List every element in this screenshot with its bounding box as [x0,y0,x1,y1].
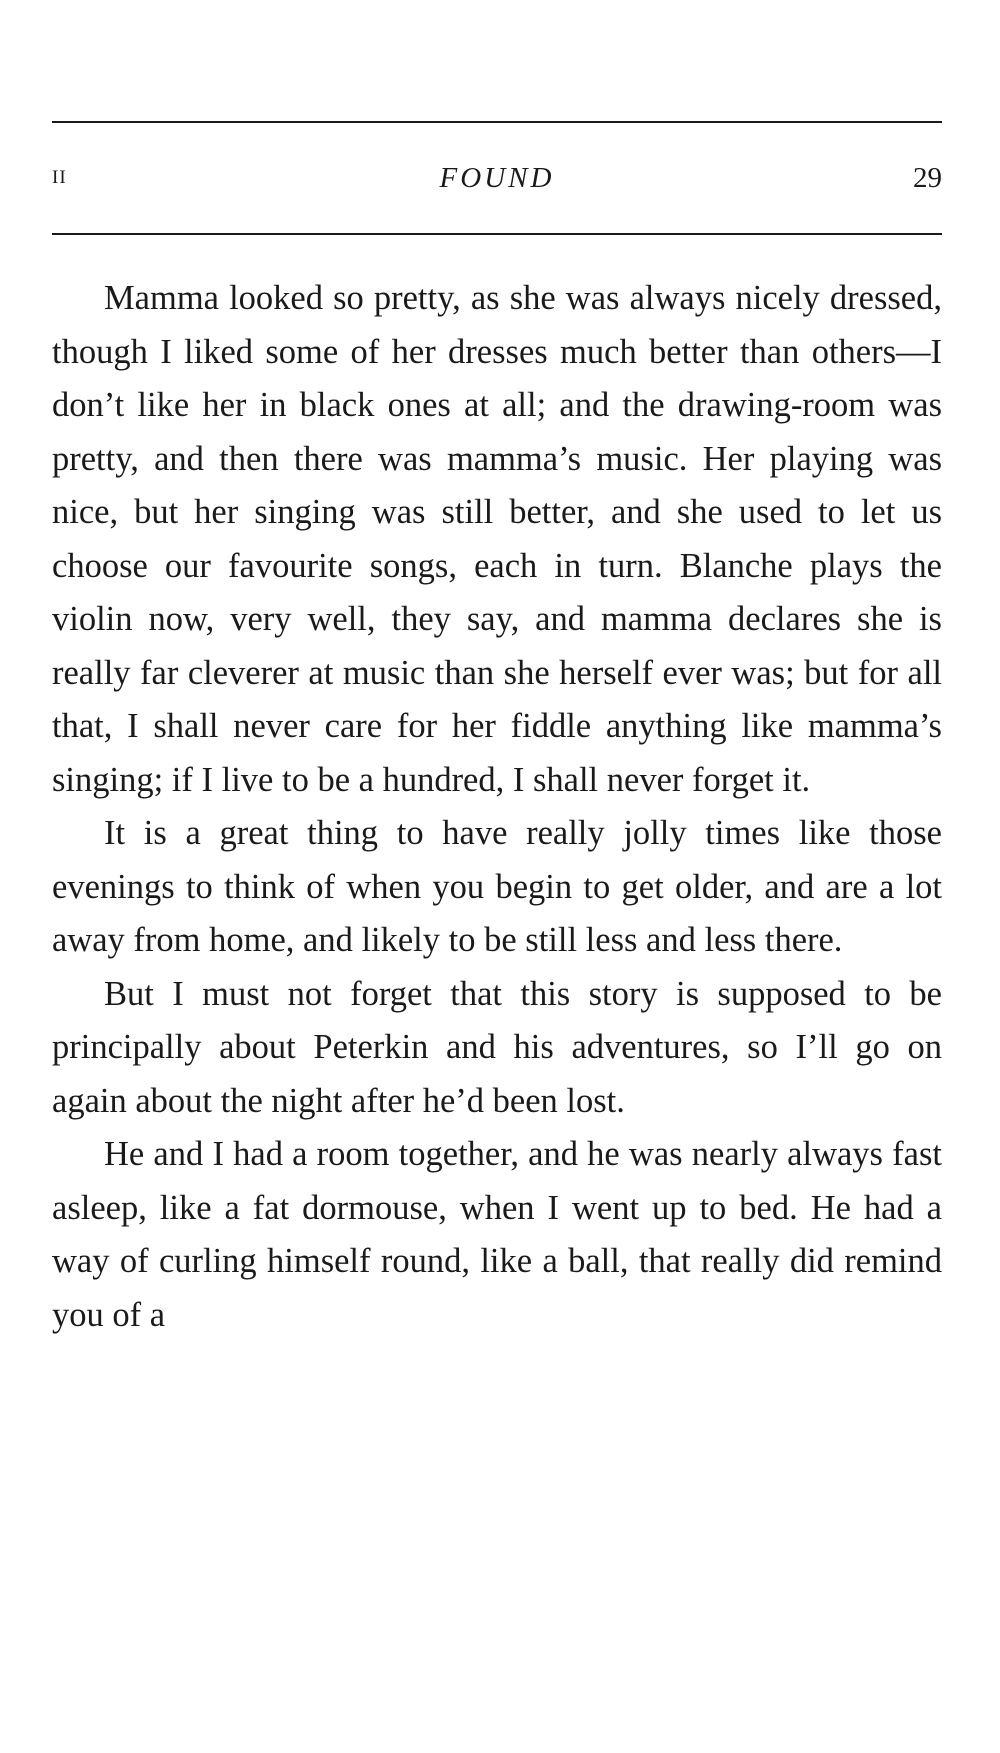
paragraph-4: He and I had a room together, and he was nearly always fast asleep, like a fat dormouse, when I went up to bed. He had a way of curling himself round, like a ball, that really did remind you of a [52,1135,942,1334]
chapter-number: II [52,167,67,188]
header-top-rule [52,121,942,123]
page-number: 29 [913,162,942,194]
paragraph-2: It is a great thing to have really jolly times like those evenings to think of when you begin to get older, and are a lot away from home, and likely to be still less and less there. [52,814,942,959]
header-bottom-rule [52,233,942,235]
paragraph-1: Mamma looked so pretty, as she was always nicely dressed, though I liked some of her dresses much better than others—I don’t like her in black ones at all; and the drawing-room was pretty, and then there was mamma’s music. Her playing was nice, but her singing was still better, and she used to let us choose our favourite songs, each in turn. Blanche plays the violin now, very well, they say, and mamma declares she is really far cleverer at music than she herself ever was; but for all that, I shall never care for her fiddle anything like mamma’s singing; if I live to be a hundred, I shall never forget it. [52,279,942,799]
running-title: FOUND [439,162,555,194]
paragraph-3: But I must not forget that this story is supposed to be principally about Peterkin and his adventures, so I’ll go on again about the night after he’d been lost. [52,974,942,1120]
body-text [52,272,942,1342]
running-head [52,158,942,198]
